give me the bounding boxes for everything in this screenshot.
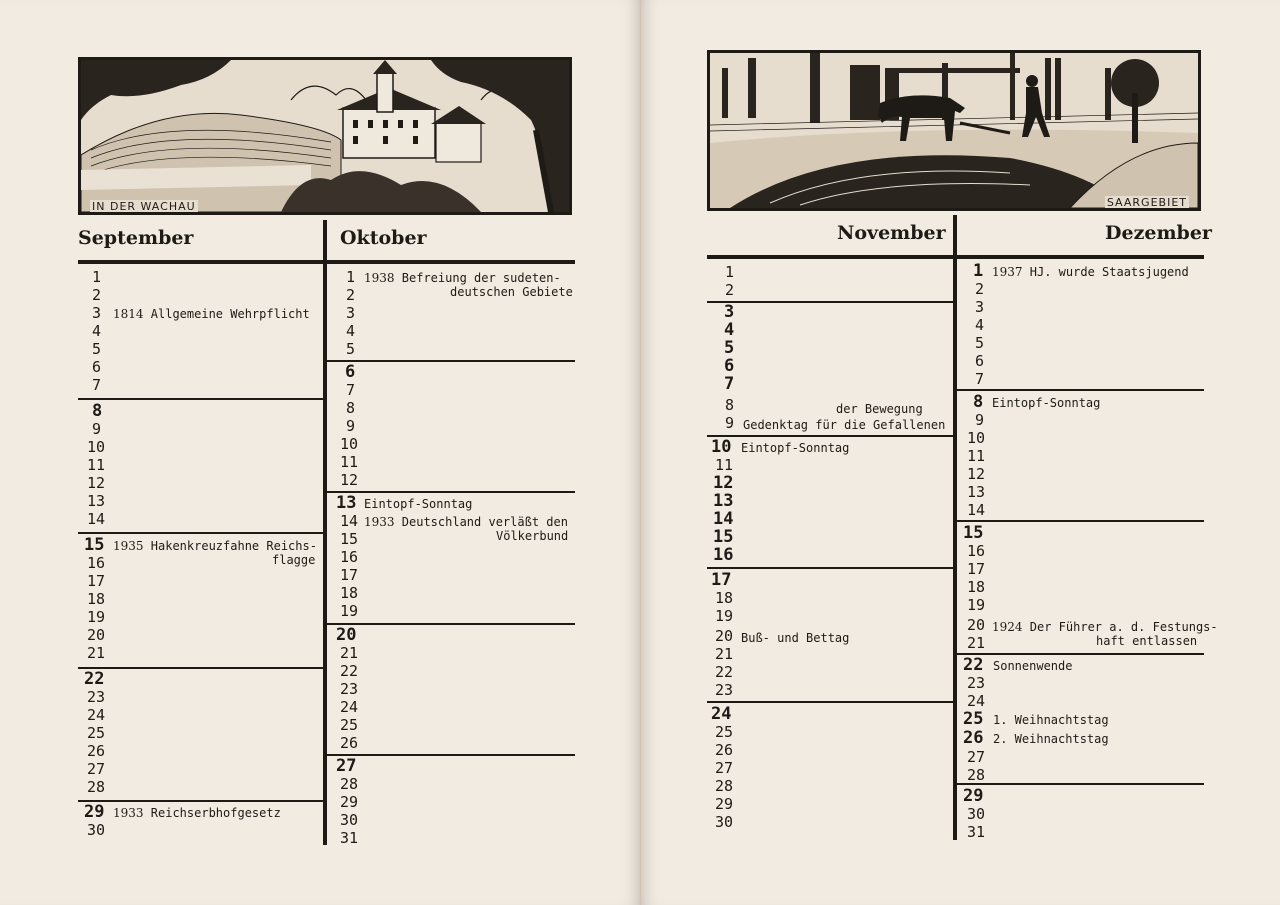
day-number: 29 xyxy=(340,793,359,811)
day-number: 27 xyxy=(967,748,986,766)
week-rule xyxy=(327,754,575,756)
day-number: 3 xyxy=(975,298,985,316)
week-rule xyxy=(707,567,953,569)
day-number: 16 xyxy=(713,545,734,565)
day-number: 11 xyxy=(340,453,359,471)
day-number: 14 xyxy=(340,512,359,530)
day-number: 8 xyxy=(725,396,735,414)
day-number: 20 xyxy=(715,627,734,645)
event-note: Eintopf-Sonntag xyxy=(992,396,1101,410)
event-note: 1935 Hakenkreuzfahne Reichs- xyxy=(113,539,317,553)
day-number: 5 xyxy=(975,334,985,352)
day-number: 11 xyxy=(87,456,106,474)
day-number: 31 xyxy=(967,823,986,841)
column-divider xyxy=(953,215,957,840)
week-rule xyxy=(327,491,575,493)
day-number: 21 xyxy=(715,645,734,663)
right-page xyxy=(641,0,1280,905)
day-number: 30 xyxy=(967,805,986,823)
day-number: 9 xyxy=(975,411,985,429)
header-rule xyxy=(78,260,575,264)
day-number: 6 xyxy=(975,352,985,370)
day-number: 6 xyxy=(724,356,735,376)
day-number: 29 xyxy=(715,795,734,813)
day-number: 20 xyxy=(967,616,986,634)
day-number: 12 xyxy=(87,474,106,492)
day-number: 7 xyxy=(346,381,356,399)
week-rule xyxy=(78,800,323,802)
day-number: 25 xyxy=(715,723,734,741)
event-note: Gedenktag für die Gefallenen xyxy=(743,418,946,432)
day-number: 2 xyxy=(346,286,356,304)
day-number: 18 xyxy=(87,590,106,608)
day-number: 10 xyxy=(711,437,732,457)
day-number: 21 xyxy=(87,644,106,662)
day-number: 29 xyxy=(84,802,105,822)
day-number: 15 xyxy=(713,527,734,547)
day-number: 13 xyxy=(967,483,986,501)
day-number: 1 xyxy=(346,268,356,286)
castle-landscape-icon xyxy=(81,60,569,212)
day-number: 28 xyxy=(340,775,359,793)
day-number: 18 xyxy=(715,589,734,607)
day-number: 1 xyxy=(92,268,102,286)
day-number: 4 xyxy=(975,316,985,334)
day-number: 26 xyxy=(715,741,734,759)
event-note: 1924 Der Führer a. d. Festungs- xyxy=(992,620,1218,634)
day-number: 15 xyxy=(340,530,359,548)
week-rule xyxy=(957,783,1204,785)
week-rule xyxy=(957,520,1204,522)
day-number: 27 xyxy=(715,759,734,777)
day-number: 28 xyxy=(87,778,106,796)
day-number: 17 xyxy=(87,572,106,590)
day-number: 20 xyxy=(336,625,357,645)
week-rule xyxy=(707,435,953,437)
day-number: 22 xyxy=(84,669,105,689)
day-number: 14 xyxy=(713,509,734,529)
day-number: 17 xyxy=(340,566,359,584)
week-rule xyxy=(327,623,575,625)
event-note: Buß- und Bettag xyxy=(741,631,850,645)
day-number: 13 xyxy=(336,493,357,513)
day-number: 31 xyxy=(340,829,359,847)
day-number: 17 xyxy=(711,570,732,590)
event-note: 1933 Deutschland verläßt den xyxy=(364,515,568,529)
day-number: 16 xyxy=(340,548,359,566)
day-number: 17 xyxy=(967,560,986,578)
month-title-september: September xyxy=(78,227,194,249)
month-title-oktober: Oktober xyxy=(340,227,427,249)
day-number: 29 xyxy=(963,786,984,806)
day-number: 10 xyxy=(340,435,359,453)
day-number: 2 xyxy=(975,280,985,298)
day-number: 23 xyxy=(87,688,106,706)
day-number: 4 xyxy=(724,320,735,340)
day-number: 7 xyxy=(724,374,735,394)
day-number: 6 xyxy=(345,362,356,382)
day-number: 22 xyxy=(340,662,359,680)
day-number: 2 xyxy=(725,281,735,299)
day-number: 26 xyxy=(87,742,106,760)
day-number: 23 xyxy=(715,681,734,699)
day-number: 2 xyxy=(92,286,102,304)
event-note: 2. Weihnachtstag xyxy=(993,732,1109,746)
day-number: 26 xyxy=(963,728,984,748)
event-note: 1933 Reichserbhofgesetz xyxy=(113,806,281,820)
day-number: 27 xyxy=(87,760,106,778)
day-number: 28 xyxy=(715,777,734,795)
day-number: 22 xyxy=(715,663,734,681)
day-number: 8 xyxy=(92,401,103,421)
header-rule xyxy=(707,255,1204,259)
event-note: 1814 Allgemeine Wehrpflicht xyxy=(113,307,310,321)
week-rule xyxy=(78,667,323,669)
day-number: 14 xyxy=(87,510,106,528)
day-number: 23 xyxy=(967,674,986,692)
event-note: der Bewegung xyxy=(836,402,923,416)
week-rule xyxy=(957,653,1204,655)
day-number: 5 xyxy=(92,340,102,358)
day-number: 5 xyxy=(346,340,356,358)
week-rule xyxy=(327,360,575,362)
day-number: 25 xyxy=(340,716,359,734)
event-note: 1938 Befreiung der sudeten- xyxy=(364,271,561,285)
day-number: 3 xyxy=(92,304,102,322)
event-note: flagge xyxy=(272,553,316,567)
day-number: 7 xyxy=(92,376,102,394)
event-note: Eintopf-Sonntag xyxy=(364,497,473,511)
event-note: Eintopf-Sonntag xyxy=(741,441,850,455)
day-number: 30 xyxy=(340,811,359,829)
week-rule xyxy=(78,532,323,534)
day-number: 21 xyxy=(340,644,359,662)
day-number: 12 xyxy=(340,471,359,489)
day-number: 14 xyxy=(967,501,986,519)
plowing-farmer-icon xyxy=(710,53,1198,208)
event-note: Sonnenwende xyxy=(993,659,1073,673)
week-rule xyxy=(707,701,953,703)
event-note: Völkerbund xyxy=(496,529,569,543)
event-note: 1. Weihnachtstag xyxy=(993,713,1109,727)
day-number: 9 xyxy=(346,417,356,435)
event-note: 1937 HJ. wurde Staatsjugend xyxy=(992,265,1189,279)
day-number: 26 xyxy=(340,734,359,752)
day-number: 13 xyxy=(87,492,106,510)
day-number: 28 xyxy=(967,766,986,784)
day-number: 9 xyxy=(92,420,102,438)
day-number: 7 xyxy=(975,370,985,388)
day-number: 20 xyxy=(87,626,106,644)
day-number: 21 xyxy=(967,634,986,652)
day-number: 24 xyxy=(340,698,359,716)
day-number: 10 xyxy=(967,429,986,447)
day-number: 16 xyxy=(87,554,106,572)
day-number: 11 xyxy=(715,456,734,474)
day-number: 30 xyxy=(715,813,734,831)
day-number: 13 xyxy=(713,491,734,511)
day-number: 12 xyxy=(967,465,986,483)
day-number: 23 xyxy=(340,680,359,698)
wachau-illustration xyxy=(78,57,572,215)
illustration-caption: SAARGEBIET xyxy=(1106,196,1187,209)
day-number: 8 xyxy=(346,399,356,417)
day-number: 15 xyxy=(84,535,105,555)
month-title-dezember: Dezember xyxy=(1105,222,1212,244)
day-number: 19 xyxy=(87,608,106,626)
week-rule xyxy=(957,389,1204,391)
day-number: 3 xyxy=(724,302,735,322)
day-number: 3 xyxy=(346,304,356,322)
day-number: 18 xyxy=(340,584,359,602)
week-rule xyxy=(78,398,323,400)
day-number: 15 xyxy=(963,523,984,543)
day-number: 24 xyxy=(87,706,106,724)
day-number: 12 xyxy=(713,473,734,493)
day-number: 4 xyxy=(92,322,102,340)
day-number: 9 xyxy=(725,414,735,432)
day-number: 18 xyxy=(967,578,986,596)
month-title-november: November xyxy=(837,222,946,244)
day-number: 19 xyxy=(715,607,734,625)
day-number: 25 xyxy=(963,709,984,729)
event-note: deutschen Gebiete xyxy=(450,285,573,299)
day-number: 1 xyxy=(725,263,735,281)
day-number: 16 xyxy=(967,542,986,560)
day-number: 22 xyxy=(963,655,984,675)
day-number: 4 xyxy=(346,322,356,340)
day-number: 1 xyxy=(973,261,984,281)
day-number: 19 xyxy=(967,596,986,614)
event-note: haft entlassen xyxy=(1096,634,1198,648)
illustration-caption: IN DER WACHAU xyxy=(92,200,196,213)
day-number: 6 xyxy=(92,358,102,376)
day-number: 11 xyxy=(967,447,986,465)
day-number: 5 xyxy=(724,338,735,358)
day-number: 24 xyxy=(711,704,732,724)
day-number: 27 xyxy=(336,756,357,776)
day-number: 30 xyxy=(87,821,106,839)
day-number: 24 xyxy=(967,692,986,710)
saargebiet-illustration xyxy=(707,50,1201,211)
day-number: 19 xyxy=(340,602,359,620)
day-number: 8 xyxy=(973,392,984,412)
day-number: 10 xyxy=(87,438,106,456)
column-divider xyxy=(323,220,327,845)
day-number: 25 xyxy=(87,724,106,742)
week-rule xyxy=(707,301,953,303)
